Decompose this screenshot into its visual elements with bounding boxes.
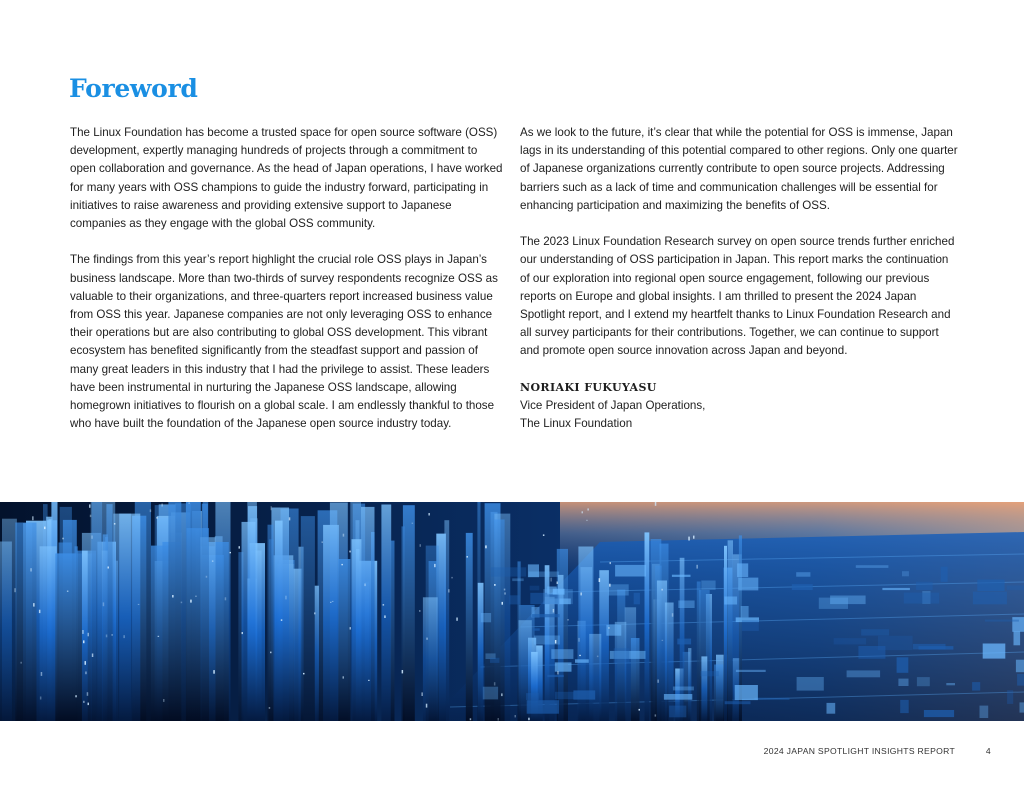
paragraph: The findings from this year’s report highlight the crucial role OSS plays in Japan’s business landscape. More than two-thirds of survey respondents recognize OSS as valuable to their organizations, and three-quarters report increased business value from OSS this year. Japanese companies are not only leveraging OSS to enhance their operations but are also contributing to global OSS development. This vibrant ecosystem has benefited significantly from the steadfast support and passion of many great leaders in this industry that I had the privilege to assist. These leaders have been instrumental in nurturing the Japanese OSS landscape, allowing homegrown initiatives to flourish on a global scale. I am endlessly thankful to those who have built the foundation of the Japanese open source industry today. [70, 253, 498, 431]
banner-block [512, 578, 524, 581]
page-title: Foreword [69, 74, 198, 103]
banner-block [924, 710, 954, 717]
banner-tower [701, 656, 707, 721]
banner-block [529, 572, 560, 577]
banner-block [527, 700, 559, 714]
banner-block [977, 580, 1004, 591]
banner-tower [268, 525, 274, 721]
banner-light [239, 546, 241, 548]
banner-block [980, 706, 989, 718]
banner-light [161, 504, 163, 507]
banner-light [420, 544, 422, 547]
banner-light [343, 534, 345, 537]
banner-block [701, 671, 719, 676]
banner-light [40, 697, 42, 700]
banner-light [181, 602, 183, 604]
banner-light [90, 515, 92, 517]
banner-block [551, 649, 573, 659]
banner-light [599, 578, 601, 582]
banner-light [88, 703, 90, 706]
banner-tower [466, 533, 473, 721]
banner-light [89, 504, 91, 507]
banner-light [83, 701, 85, 703]
banner-block [858, 646, 885, 659]
banner-block [725, 701, 751, 704]
banner-light [579, 655, 581, 656]
banner-block [1017, 674, 1024, 686]
banner-tower [91, 502, 116, 721]
banner-light [553, 609, 555, 613]
banner-light [421, 692, 423, 696]
banner-block [483, 687, 498, 700]
banner-light [609, 584, 611, 587]
banner-light [657, 680, 659, 683]
left-column [70, 124, 504, 452]
banner-tower [187, 528, 209, 721]
banner-tower [589, 634, 601, 721]
banner-block [797, 677, 824, 691]
paragraph: As we look to the future, it’s clear that while the potential for OSS is immense, Japan lags in its understanding of this potential compared to other regions. Only one quarter of Japanese organizations currently contribute to open source projects. Addressing barriers such as a lack of time and communication challenges will be essential for enhancing participation and maximizing the benefits of OSS. [520, 126, 958, 212]
banner-light [597, 656, 599, 658]
banner-light [114, 523, 116, 525]
banner-tower [688, 648, 691, 721]
banner-light [44, 527, 46, 530]
banner-light [434, 564, 436, 567]
banner-light [672, 613, 674, 617]
banner-light [655, 502, 657, 506]
banner-block [615, 565, 646, 577]
banner-light [322, 542, 324, 543]
banner-light [350, 627, 352, 629]
banner-light [639, 709, 641, 711]
banner-block [672, 575, 691, 577]
banner-block [796, 572, 810, 577]
banner-block [1014, 631, 1021, 645]
banner-light [85, 672, 87, 675]
banner-light [608, 627, 610, 629]
banner-block [972, 682, 980, 691]
banner-light [270, 652, 272, 654]
banner-light [269, 707, 271, 708]
banner-block [755, 698, 790, 700]
banner-light [501, 693, 503, 696]
banner-tower [615, 622, 627, 721]
banner-block [701, 581, 715, 590]
banner-light [106, 635, 108, 638]
banner-tower [301, 516, 315, 721]
banner-light [271, 506, 273, 510]
signature-org: The Linux Foundation [520, 417, 633, 431]
banner-block [547, 587, 557, 595]
banner-block [606, 625, 621, 636]
banner-light [368, 680, 370, 681]
banner-block [983, 644, 1006, 659]
banner-light [30, 568, 32, 571]
page-number: 4 [985, 746, 991, 756]
banner-block [742, 620, 759, 631]
banner-block [614, 648, 630, 663]
banner-block [861, 629, 889, 635]
banner-light [543, 534, 545, 536]
banner-light [610, 562, 612, 564]
banner-light [41, 672, 43, 676]
banner-block [913, 644, 946, 650]
banner-light [555, 640, 557, 644]
banner-light [85, 661, 87, 665]
banner-block [1012, 617, 1024, 632]
banner-light [383, 604, 385, 606]
banner-block [481, 613, 491, 622]
banner-block [669, 706, 686, 718]
banner-light [349, 551, 351, 553]
banner-tower [724, 546, 727, 721]
banner-light [314, 612, 316, 614]
banner-block [526, 693, 539, 700]
banner-light [82, 630, 84, 634]
banner-light [412, 523, 414, 524]
banner-block [608, 584, 628, 595]
banner-light [494, 682, 496, 685]
banner-light [83, 640, 85, 643]
banner-tower [2, 519, 17, 721]
banner-light [341, 564, 343, 565]
banner-light [285, 596, 287, 600]
banner-light [92, 654, 94, 658]
banner-block [917, 677, 930, 686]
banner-light [448, 589, 450, 592]
banner-light [494, 584, 496, 586]
banner-light [485, 545, 487, 548]
banner-light [87, 692, 89, 696]
banner-block [830, 596, 866, 605]
paragraph: The 2023 Linux Foundation Research survey on open source trends further enriched our understanding of OSS participation in Japan. This report marks the continuation of our exploration into regional open source engagement, following our previous reports on Europe and global insights. I am thrilled to present the 2024 Japan Spotlight report, and I extend my heartfelt thanks to Linux Foundation Research and all survey participants for their contributions. Together, we can continue to support and promote open source innovation across Japan and beyond. [520, 235, 955, 358]
banner-light [419, 610, 421, 611]
banner-light [14, 588, 16, 592]
banner-light [426, 638, 428, 640]
banner-light [32, 516, 34, 520]
banner-tower [338, 559, 350, 721]
banner-block [904, 593, 939, 604]
banner-light [163, 699, 165, 702]
banner-block [741, 606, 749, 617]
banner-tower [391, 541, 395, 721]
banner-light [662, 640, 664, 641]
banner-block [673, 687, 694, 691]
banner-tower [631, 638, 640, 721]
banner-block [532, 614, 560, 617]
banner-light [580, 593, 582, 596]
banner-block [941, 567, 948, 582]
banner-block [834, 638, 866, 644]
banner-tower [119, 514, 140, 721]
banner-light [156, 517, 158, 519]
page-footer [0, 746, 1024, 760]
banner-light [498, 718, 500, 721]
banner-block [898, 679, 908, 686]
banner-light [343, 676, 345, 678]
banner-light [67, 591, 69, 593]
banner-block [490, 658, 499, 663]
banner-block [547, 675, 563, 677]
banner-light [91, 536, 93, 539]
banner-light [586, 520, 588, 521]
banner-block [897, 657, 909, 673]
banner-tower [55, 553, 76, 721]
banner-block [530, 586, 540, 591]
banner-light [655, 714, 657, 716]
banner-block [792, 584, 813, 590]
banner-light [108, 567, 110, 569]
paragraph: The Linux Foundation has become a trusted space for open source software (OSS) development, expertly managing hundreds of projects through a commitment to open collaboration and governance. As the head of Japan operations, I have worked for many years with OSS champions to guide the industry forward, participating in initiatives to raise awareness and providing extensive support to Japanese companies as they engage with the global OSS community. [70, 126, 503, 231]
banner-block [735, 685, 758, 700]
banner-image [0, 502, 1024, 721]
banner-block [634, 593, 640, 605]
banner-block [900, 700, 909, 713]
banner-light [33, 603, 35, 607]
banner-light [557, 671, 559, 674]
banner-light [456, 618, 458, 621]
banner-block [573, 690, 595, 699]
banner-light [206, 576, 208, 578]
banner-block [1020, 702, 1024, 712]
banner-light [364, 584, 366, 587]
banner-block [724, 597, 737, 605]
banner-block [856, 565, 889, 568]
banner-light [103, 602, 105, 606]
banner-light [20, 662, 22, 664]
banner-tower [352, 539, 362, 721]
banner-block [677, 639, 691, 645]
signature-block [520, 379, 960, 434]
banner-block [678, 601, 694, 609]
banner-tower [423, 597, 438, 721]
banner-light [158, 636, 160, 637]
banner-light [402, 670, 404, 673]
banner-light [384, 615, 386, 618]
right-column [520, 124, 960, 433]
banner-block [575, 659, 589, 663]
banner-light [467, 556, 469, 558]
banner-tower [40, 546, 57, 721]
banner-tower [242, 522, 256, 721]
banner-light [578, 638, 580, 642]
banner-light [281, 619, 283, 620]
banner-block [664, 694, 692, 700]
banner-light [75, 695, 77, 697]
banner-light [225, 597, 227, 600]
banner-block [555, 692, 574, 699]
banner-light [230, 552, 232, 553]
banner-light [504, 592, 506, 594]
banner-light [111, 634, 113, 635]
banner-light [190, 600, 192, 603]
banner-tower [728, 540, 733, 721]
banner-block [973, 592, 1007, 605]
banner-light [661, 589, 663, 591]
banner-tower [665, 603, 674, 722]
banner-block [555, 662, 572, 671]
banner-light [213, 670, 215, 674]
banner-light [330, 602, 332, 603]
banner-light [172, 595, 174, 598]
banner-light [428, 513, 430, 516]
banner-block [916, 582, 933, 590]
banner-light [195, 596, 197, 597]
banner-tower [478, 583, 484, 721]
banner-light [567, 619, 569, 620]
banner-block [533, 628, 539, 630]
banner-tower [403, 505, 415, 721]
banner-light [557, 582, 559, 585]
banner-light [451, 577, 453, 579]
banner-light [696, 565, 698, 569]
banner-block [847, 670, 881, 677]
banner-block [827, 703, 836, 714]
footer-report-title: 2024 JAPAN SPOTLIGHT INSIGHTS REPORT [763, 746, 955, 756]
banner-light [289, 517, 291, 520]
banner-tower [645, 532, 650, 721]
banner-block [1007, 586, 1024, 591]
banner-block [509, 595, 520, 604]
banner-light [693, 536, 695, 539]
banner-light [515, 715, 517, 717]
banner-light [62, 538, 64, 540]
banner-block [738, 578, 758, 591]
banner-light [39, 610, 41, 613]
banner-light [88, 633, 90, 637]
banner-light [582, 511, 584, 513]
banner-tower [381, 505, 391, 722]
banner-light [502, 602, 504, 605]
banner-block [1016, 660, 1024, 673]
banner-light [688, 537, 690, 541]
banner-block [1007, 690, 1013, 704]
banner-block [946, 683, 955, 685]
banner-block [736, 670, 766, 672]
banner-tower [697, 582, 701, 722]
banner-light [528, 718, 530, 721]
banner-light [138, 604, 140, 605]
banner-tower [361, 507, 375, 721]
banner-tower [75, 546, 78, 721]
banner-light [242, 632, 244, 634]
banner-light [426, 704, 428, 708]
banner-light [587, 508, 589, 510]
banner-light [188, 502, 190, 504]
banner-block [985, 620, 1019, 622]
banner-tower [315, 586, 319, 721]
banner-light [504, 589, 506, 591]
banner-light [550, 578, 552, 582]
banner-light [303, 673, 305, 675]
banner-tower [15, 523, 36, 722]
signature-role: Vice President of Japan Operations, [520, 399, 706, 413]
banner-block [491, 567, 526, 576]
banner-tower [444, 520, 449, 721]
banner-light [123, 635, 125, 638]
banner-block [902, 571, 909, 576]
banner-light [212, 561, 214, 562]
banner-light [150, 509, 152, 512]
banner-block [737, 563, 748, 577]
banner-block [882, 588, 910, 590]
banner-light [470, 718, 472, 720]
banner-light [332, 601, 334, 602]
signature-name: NORIAKI FUKUYASU [520, 380, 657, 394]
